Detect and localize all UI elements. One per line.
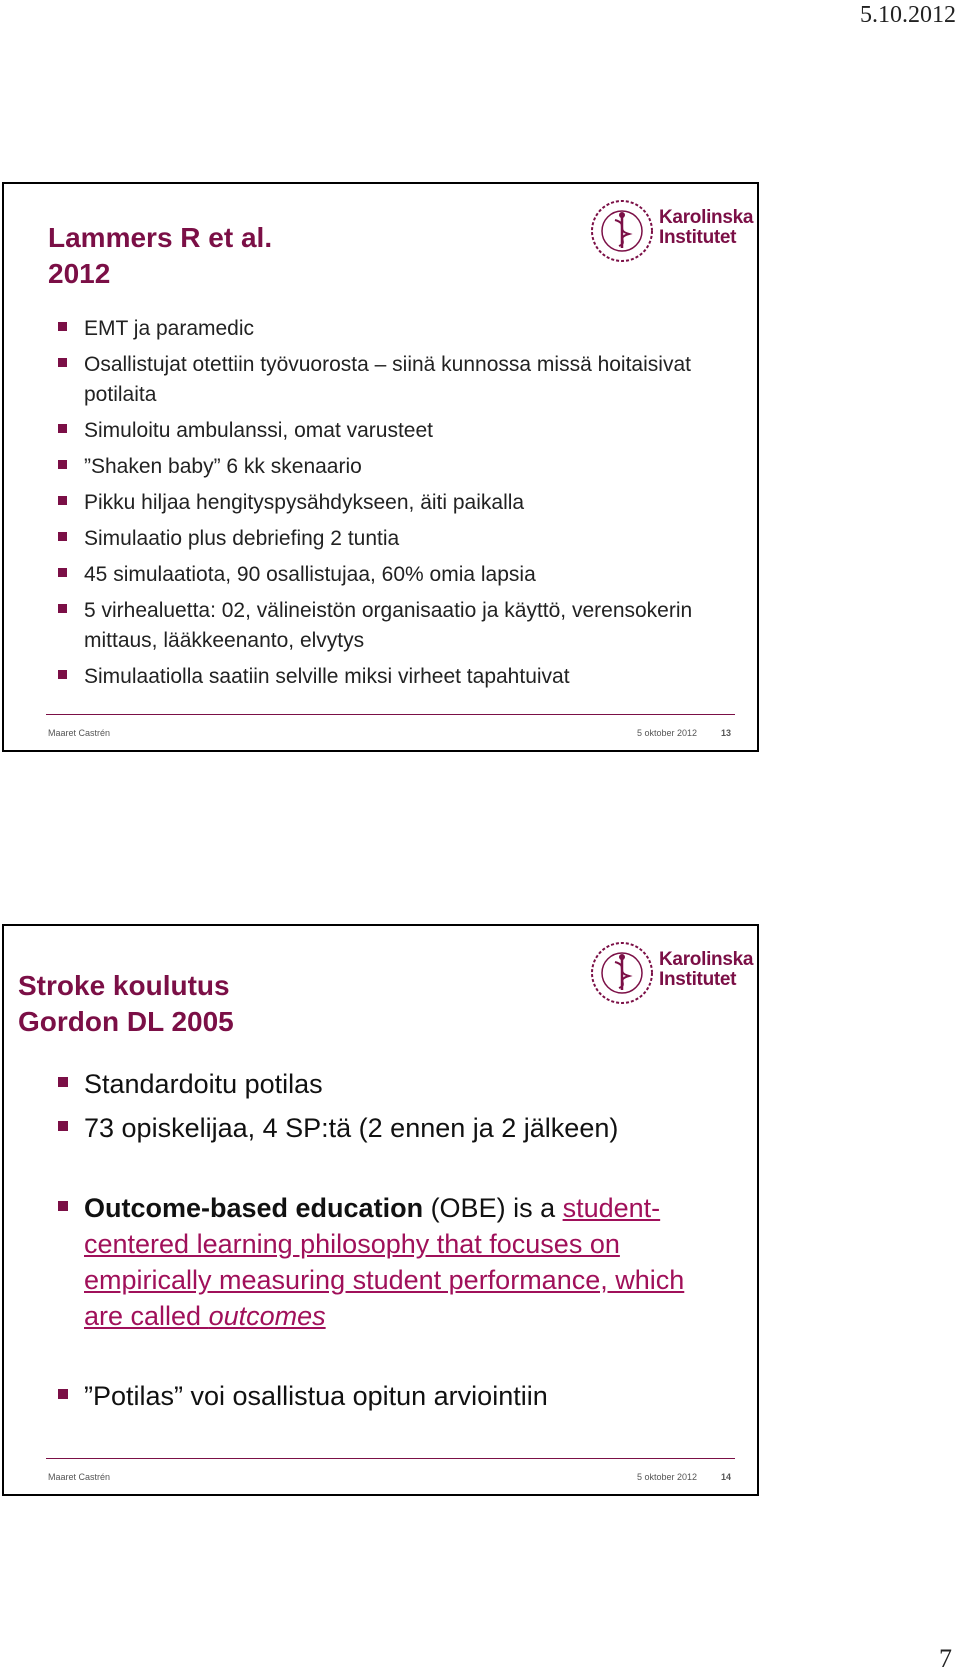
page-date: 5.10.2012: [860, 2, 956, 28]
slide-title: [18, 968, 234, 1040]
logo-line1: Karolinska: [659, 949, 754, 970]
bullet-list: [84, 314, 734, 698]
list-item: Standardoitu potilas: [84, 1066, 724, 1102]
page-number: 7: [939, 1644, 952, 1673]
footer-divider: [46, 1458, 735, 1459]
footer-divider: [46, 714, 735, 715]
obe-bold: Outcome-based education: [84, 1193, 424, 1223]
seal-icon: [589, 198, 655, 264]
list-item: Osallistujat otettiin työvuorosta – siinä kunnossa missä hoitaisivat potilaita: [84, 350, 734, 410]
list-item: 45 simulaatiota, 90 osallistujaa, 60% omia lapsia: [84, 560, 734, 590]
obe-plain: (OBE) is a: [423, 1193, 563, 1223]
list-item: ”Potilas” voi osallistua opitun arviointiin: [84, 1378, 724, 1414]
list-item: Simulaatiolla saatiin selville miksi virheet tapahtuivat: [84, 662, 734, 692]
title-line2: 2012: [48, 258, 111, 289]
karolinska-logo: [589, 940, 754, 1012]
logo-line2: Institutet: [659, 227, 737, 248]
list-item: Pikku hiljaa hengityspysähdykseen, äiti paikalla: [84, 488, 734, 518]
list-item: ”Shaken baby” 6 kk skenaario: [84, 452, 734, 482]
slide-footer: [48, 1472, 731, 1482]
slide-title: [48, 220, 272, 292]
list-item: Simuloitu ambulanssi, omat varusteet: [84, 416, 734, 446]
title-line1: Lammers R et al.: [48, 222, 273, 253]
slide-number: 13: [720, 728, 731, 738]
footer-author: Maaret Castrén: [48, 1472, 111, 1482]
bullet-list: [84, 1066, 724, 1414]
footer-date: 5 oktober 2012: [636, 728, 697, 738]
title-line1: Stroke koulutus: [18, 970, 230, 1001]
footer-author: Maaret Castrén: [48, 728, 111, 738]
list-item: 73 opiskelijaa, 4 SP:tä (2 ennen ja 2 jälkeen): [84, 1110, 724, 1146]
logo-line2: Institutet: [659, 969, 737, 990]
slide-number: 14: [720, 1472, 731, 1482]
karolinska-logo: [589, 198, 754, 270]
seal-icon: [589, 940, 655, 1006]
slide-13: [2, 182, 759, 752]
logo-line1: Karolinska: [659, 207, 754, 228]
list-item: 5 virhealuetta: 02, välineistön organisaatio ja käyttö, verensokerin mittaus, lääkkeenanto, elvytys: [84, 596, 734, 656]
obe-link-text: student-centered learning philosophy that focuses on empirically measuring student performance, which are called: [84, 1193, 685, 1331]
list-item: Simulaatio plus debriefing 2 tuntia: [84, 524, 734, 554]
slide-14: [2, 924, 759, 1496]
footer-date: 5 oktober 2012: [636, 1472, 697, 1482]
slide-footer: [48, 728, 731, 738]
title-line2: Gordon DL 2005: [18, 1006, 234, 1037]
obe-link-italic: outcomes: [208, 1301, 326, 1331]
list-item: EMT ja paramedic: [84, 314, 734, 344]
obe-list-item: [84, 1190, 724, 1334]
